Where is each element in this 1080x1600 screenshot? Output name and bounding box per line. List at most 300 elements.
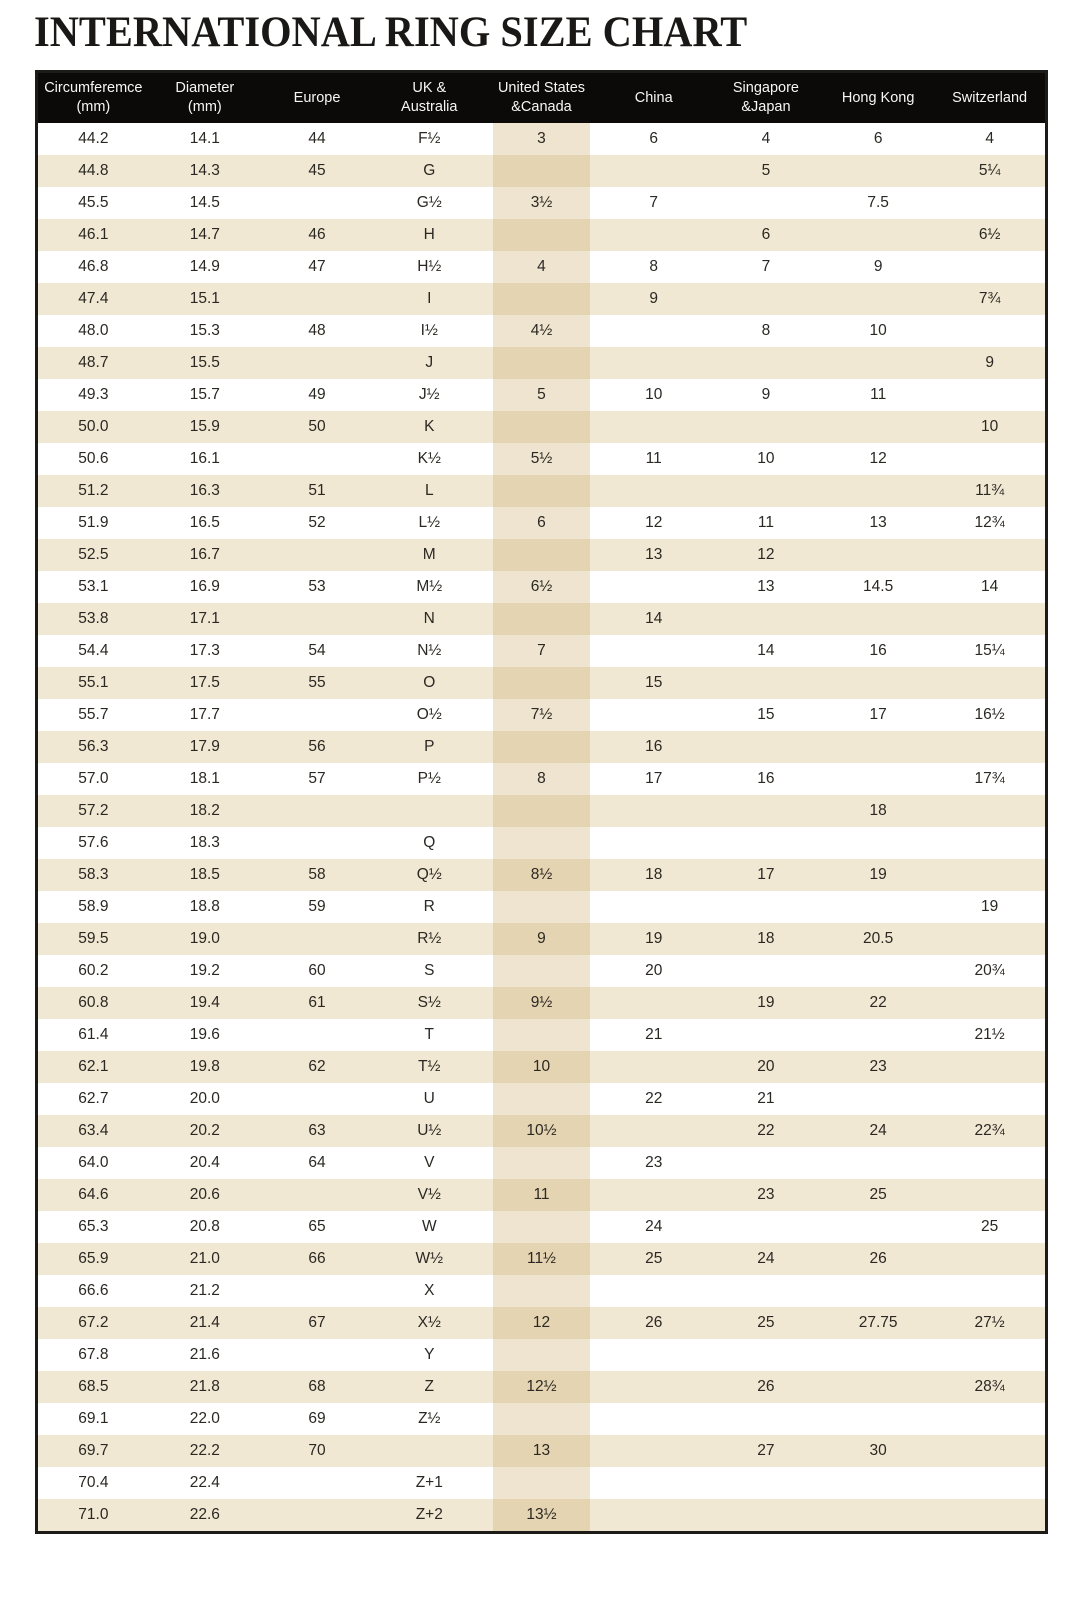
cell-singapore-japan	[710, 1211, 822, 1243]
cell-china	[598, 827, 710, 859]
table-row	[37, 891, 1047, 923]
cell-circumference: 67.2	[78, 1314, 109, 1331]
cell-us-canada	[485, 795, 597, 827]
cell-singapore-japan	[710, 1339, 822, 1371]
cell-us-canada	[485, 1211, 597, 1243]
cell-china	[598, 795, 710, 827]
cell-europe	[261, 347, 373, 379]
cell-china	[598, 1179, 710, 1211]
cell-diameter: 17.5	[189, 674, 220, 691]
cell-diameter: 18.2	[189, 802, 220, 819]
cell-hong-kong: 9	[873, 258, 883, 275]
cell-hong-kong	[822, 1499, 934, 1533]
cell-hong-kong: 11	[870, 386, 887, 403]
cell-uk-australia: H½	[417, 258, 442, 275]
cell-circumference: 62.1	[78, 1058, 109, 1075]
cell-uk-australia: L	[424, 482, 434, 499]
cell-singapore-japan	[710, 955, 822, 987]
cell-uk-australia: V½	[417, 1186, 441, 1203]
cell-europe: 47	[308, 258, 326, 275]
cell-europe: 48	[308, 322, 326, 339]
cell-hong-kong	[822, 155, 934, 187]
cell-hong-kong	[822, 1467, 934, 1499]
cell-europe	[261, 795, 373, 827]
cell-us-canada	[485, 219, 597, 251]
cell-switzerland	[934, 1083, 1046, 1115]
cell-circumference: 63.4	[78, 1122, 109, 1139]
cell-china	[598, 1467, 710, 1499]
cell-singapore-japan: 12	[757, 546, 775, 563]
cell-switzerland	[934, 827, 1046, 859]
cell-china: 18	[645, 866, 663, 883]
cell-us-canada	[485, 955, 597, 987]
cell-diameter: 15.9	[189, 418, 220, 435]
table-header	[37, 72, 1047, 124]
cell-diameter: 15.3	[189, 322, 220, 339]
cell-diameter: 17.1	[189, 610, 220, 627]
cell-circumference: 50.0	[78, 418, 109, 435]
cell-uk-australia: N½	[417, 642, 442, 659]
table-row	[37, 1019, 1047, 1051]
cell-circumference: 54.4	[78, 642, 109, 659]
cell-uk-australia: V	[424, 1154, 435, 1171]
cell-europe: 63	[308, 1122, 326, 1139]
page-title: INTERNATIONAL RING SIZE CHART	[34, 9, 748, 56]
table-row	[37, 763, 1047, 795]
table-row	[37, 539, 1047, 571]
cell-switzerland	[934, 859, 1046, 891]
cell-uk-australia: T½	[418, 1058, 441, 1075]
cell-switzerland: 12¾	[974, 514, 1005, 531]
cell-hong-kong	[822, 347, 934, 379]
cell-singapore-japan	[710, 475, 822, 507]
cell-us-canada: 11½	[485, 1243, 597, 1275]
table-row	[37, 1435, 1047, 1467]
cell-china	[598, 155, 710, 187]
cell-singapore-japan: 8	[761, 322, 771, 339]
cell-uk-australia	[373, 1435, 485, 1467]
cell-us-canada	[485, 283, 597, 315]
cell-uk-australia: Y	[424, 1346, 435, 1363]
cell-switzerland	[934, 379, 1046, 411]
table-row	[37, 187, 1047, 219]
cell-us-canada	[485, 1019, 597, 1051]
cell-hong-kong: 23	[869, 1058, 887, 1075]
cell-diameter: 21.4	[189, 1314, 220, 1331]
cell-hong-kong	[822, 1371, 934, 1403]
cell-singapore-japan	[710, 411, 822, 443]
cell-singapore-japan: 20	[757, 1058, 775, 1075]
cell-uk-australia: N	[423, 610, 435, 627]
cell-uk-australia: W½	[415, 1250, 444, 1267]
cell-singapore-japan: 18	[757, 930, 775, 947]
cell-europe: 66	[308, 1250, 326, 1267]
cell-circumference: 57.6	[78, 834, 109, 851]
cell-switzerland: 9	[985, 354, 994, 371]
cell-diameter: 18.1	[189, 770, 220, 787]
cell-switzerland: 15¼	[974, 642, 1005, 659]
cell-europe: 61	[308, 994, 326, 1011]
cell-hong-kong	[822, 1275, 934, 1307]
cell-singapore-japan: 11	[757, 514, 774, 531]
cell-circumference: 53.1	[78, 578, 109, 595]
cell-china: 19	[645, 930, 663, 947]
table-row	[37, 1403, 1047, 1435]
cell-switzerland: 7¾	[978, 290, 1001, 307]
cell-diameter: 16.9	[189, 578, 220, 595]
column-header-diameter: Diameter (mm)	[149, 72, 261, 124]
cell-switzerland	[934, 795, 1046, 827]
cell-circumference: 66.6	[78, 1282, 109, 1299]
table-row	[37, 795, 1047, 827]
cell-uk-australia: P	[424, 738, 435, 755]
cell-china: 22	[645, 1090, 663, 1107]
cell-singapore-japan: 19	[757, 994, 775, 1011]
table-row	[37, 1051, 1047, 1083]
cell-hong-kong: 6	[873, 130, 883, 147]
cell-hong-kong	[822, 1403, 934, 1435]
cell-europe	[261, 1499, 373, 1533]
cell-china	[598, 1339, 710, 1371]
cell-switzerland	[934, 731, 1046, 763]
cell-europe: 55	[308, 674, 326, 691]
cell-singapore-japan: 10	[757, 450, 775, 467]
cell-diameter: 18.8	[189, 898, 220, 915]
cell-hong-kong	[822, 731, 934, 763]
column-header-uk-australia: UK & Australia	[373, 72, 485, 124]
cell-circumference: 58.3	[78, 866, 109, 883]
cell-us-canada	[485, 475, 597, 507]
table-body	[37, 123, 1047, 1533]
table-row	[37, 955, 1047, 987]
cell-circumference: 61.4	[78, 1026, 109, 1043]
cell-diameter: 21.6	[189, 1346, 220, 1363]
cell-circumference: 62.7	[78, 1090, 109, 1107]
cell-circumference: 68.5	[78, 1378, 109, 1395]
cell-switzerland: 19	[981, 898, 999, 915]
table-row	[37, 347, 1047, 379]
cell-circumference: 69.1	[78, 1410, 109, 1427]
cell-circumference: 60.2	[78, 962, 109, 979]
cell-switzerland	[934, 1499, 1046, 1533]
cell-china	[598, 315, 710, 347]
table-row	[37, 635, 1047, 667]
table-row	[37, 1371, 1047, 1403]
cell-uk-australia: J½	[418, 386, 440, 403]
cell-us-canada: 10	[485, 1051, 597, 1083]
cell-uk-australia: S	[424, 962, 435, 979]
cell-singapore-japan	[710, 1019, 822, 1051]
table-row	[37, 315, 1047, 347]
cell-switzerland	[934, 1243, 1046, 1275]
cell-uk-australia: K½	[417, 450, 441, 467]
cell-europe: 44	[308, 130, 326, 147]
cell-diameter: 15.1	[189, 290, 220, 307]
cell-china: 24	[645, 1218, 663, 1235]
cell-switzerland	[934, 603, 1046, 635]
cell-singapore-japan	[710, 347, 822, 379]
table-row	[37, 1467, 1047, 1499]
cell-singapore-japan: 7	[761, 258, 771, 275]
cell-us-canada: 4½	[485, 315, 597, 347]
cell-us-canada: 9	[485, 923, 597, 955]
cell-switzerland	[934, 1339, 1046, 1371]
cell-china: 6	[649, 130, 659, 147]
cell-hong-kong: 26	[869, 1250, 887, 1267]
cell-switzerland	[934, 987, 1046, 1019]
cell-switzerland: 11¾	[975, 482, 1005, 499]
cell-hong-kong	[822, 283, 934, 315]
cell-uk-australia: H	[423, 226, 435, 243]
cell-uk-australia: U½	[417, 1122, 442, 1139]
cell-singapore-japan: 26	[757, 1378, 775, 1395]
table-row	[37, 667, 1047, 699]
cell-europe	[261, 923, 373, 955]
table-row	[37, 1307, 1047, 1339]
cell-us-canada: 12½	[485, 1371, 597, 1403]
cell-diameter: 19.8	[189, 1058, 220, 1075]
cell-singapore-japan: 14	[757, 642, 775, 659]
cell-singapore-japan: 17	[757, 866, 775, 883]
cell-hong-kong	[822, 475, 934, 507]
cell-uk-australia: M½	[416, 578, 443, 595]
cell-circumference: 49.3	[78, 386, 109, 403]
cell-hong-kong	[822, 1019, 934, 1051]
cell-singapore-japan	[710, 731, 822, 763]
cell-switzerland	[934, 923, 1046, 955]
cell-hong-kong: 24	[869, 1122, 887, 1139]
cell-china	[598, 1499, 710, 1533]
table-row	[37, 571, 1047, 603]
cell-circumference: 45.5	[78, 194, 109, 211]
cell-singapore-japan: 9	[761, 386, 771, 403]
cell-us-canada: 7	[485, 635, 597, 667]
cell-diameter: 15.5	[189, 354, 220, 371]
cell-hong-kong	[822, 603, 934, 635]
cell-europe	[261, 283, 373, 315]
cell-china: 14	[645, 610, 663, 627]
cell-circumference: 55.1	[78, 674, 109, 691]
cell-uk-australia: O	[423, 674, 436, 691]
cell-china	[598, 1275, 710, 1307]
cell-uk-australia: Z	[424, 1378, 434, 1395]
cell-hong-kong: 20.5	[863, 930, 894, 947]
cell-hong-kong: 12	[869, 450, 887, 467]
cell-circumference: 44.8	[78, 162, 109, 179]
table-row	[37, 219, 1047, 251]
cell-europe	[261, 539, 373, 571]
cell-diameter: 19.4	[189, 994, 220, 1011]
cell-switzerland: 20¾	[974, 962, 1005, 979]
cell-china: 16	[645, 738, 663, 755]
cell-singapore-japan: 23	[757, 1186, 775, 1203]
cell-china	[598, 1403, 710, 1435]
cell-us-canada	[485, 1083, 597, 1115]
cell-switzerland	[934, 443, 1046, 475]
cell-circumference: 51.2	[78, 482, 109, 499]
cell-switzerland	[934, 667, 1046, 699]
cell-diameter: 17.7	[189, 706, 220, 723]
cell-circumference: 65.3	[78, 1218, 109, 1235]
cell-diameter: 22.0	[189, 1410, 220, 1427]
cell-europe: 49	[308, 386, 326, 403]
cell-singapore-japan: 4	[761, 130, 771, 147]
cell-circumference: 51.9	[78, 514, 109, 531]
cell-us-canada	[485, 1339, 597, 1371]
cell-diameter: 16.3	[189, 482, 220, 499]
cell-diameter: 20.8	[189, 1218, 220, 1235]
cell-hong-kong: 7.5	[867, 194, 889, 211]
cell-us-canada	[485, 731, 597, 763]
table-row	[37, 411, 1047, 443]
cell-circumference: 65.9	[78, 1250, 109, 1267]
table-row	[37, 1211, 1047, 1243]
cell-circumference: 55.7	[78, 706, 109, 723]
cell-singapore-japan: 25	[757, 1314, 775, 1331]
cell-diameter: 14.3	[189, 162, 220, 179]
cell-china: 9	[649, 290, 659, 307]
column-header-singapore-japan: Singapore &Japan	[710, 72, 822, 124]
cell-switzerland	[934, 1467, 1046, 1499]
cell-switzerland: 16½	[974, 706, 1005, 723]
cell-singapore-japan: 6	[761, 226, 771, 243]
cell-singapore-japan: 21	[757, 1090, 775, 1107]
cell-circumference: 53.8	[78, 610, 109, 627]
cell-europe: 51	[308, 482, 326, 499]
cell-uk-australia: P½	[417, 770, 441, 787]
cell-circumference: 64.0	[78, 1154, 109, 1171]
cell-switzerland	[934, 1179, 1046, 1211]
cell-uk-australia: I½	[420, 322, 438, 339]
cell-switzerland: 27½	[974, 1314, 1005, 1331]
cell-singapore-japan	[710, 667, 822, 699]
cell-switzerland	[934, 1403, 1046, 1435]
cell-us-canada: 4	[485, 251, 597, 283]
cell-diameter: 16.5	[189, 514, 220, 531]
cell-us-canada: 3½	[485, 187, 597, 219]
cell-us-canada: 8	[485, 763, 597, 795]
column-header-europe: Europe	[261, 72, 373, 124]
cell-europe	[261, 443, 373, 475]
cell-switzerland: 6½	[978, 226, 1001, 243]
cell-us-canada	[485, 1275, 597, 1307]
column-header-switzerland: Switzerland	[934, 72, 1046, 124]
cell-china: 26	[645, 1314, 663, 1331]
cell-circumference: 46.1	[78, 226, 109, 243]
column-header-us-canada: United States &Canada	[485, 72, 597, 124]
table-row	[37, 1499, 1047, 1533]
cell-us-canada	[485, 891, 597, 923]
cell-us-canada	[485, 1403, 597, 1435]
cell-diameter: 19.2	[189, 962, 220, 979]
cell-circumference: 57.2	[78, 802, 109, 819]
cell-us-canada: 11	[485, 1179, 597, 1211]
cell-switzerland: 10	[981, 418, 999, 435]
cell-china: 17	[645, 770, 663, 787]
cell-europe: 60	[308, 962, 326, 979]
cell-hong-kong: 10	[869, 322, 887, 339]
cell-uk-australia: S½	[417, 994, 441, 1011]
cell-us-canada: 3	[485, 123, 597, 155]
cell-singapore-japan: 5	[761, 162, 771, 179]
table-row	[37, 443, 1047, 475]
cell-china: 23	[645, 1154, 663, 1171]
cell-circumference: 47.4	[78, 290, 109, 307]
cell-us-canada: 13½	[485, 1499, 597, 1533]
cell-china	[598, 571, 710, 603]
cell-uk-australia: R½	[417, 930, 442, 947]
cell-uk-australia	[373, 795, 485, 827]
cell-hong-kong	[822, 219, 934, 251]
cell-china	[598, 347, 710, 379]
cell-diameter: 14.9	[189, 258, 220, 275]
cell-circumference: 48.7	[78, 354, 109, 371]
cell-china	[598, 1051, 710, 1083]
cell-uk-australia: I	[427, 290, 432, 307]
cell-singapore-japan	[710, 603, 822, 635]
cell-uk-australia: Q	[423, 834, 436, 851]
cell-hong-kong	[822, 667, 934, 699]
cell-diameter: 14.7	[189, 226, 220, 243]
cell-diameter: 14.1	[189, 130, 220, 147]
cell-china: 25	[645, 1250, 663, 1267]
table-header-row	[37, 72, 1047, 124]
cell-us-canada	[485, 827, 597, 859]
cell-hong-kong: 14.5	[863, 578, 894, 595]
cell-us-canada: 10½	[485, 1115, 597, 1147]
cell-us-canada	[485, 539, 597, 571]
cell-us-canada: 8½	[485, 859, 597, 891]
cell-circumference: 59.5	[78, 930, 109, 947]
cell-us-canada	[485, 603, 597, 635]
cell-china: 12	[645, 514, 663, 531]
cell-switzerland	[934, 1147, 1046, 1179]
cell-europe: 62	[308, 1058, 326, 1075]
table-row	[37, 379, 1047, 411]
table-row	[37, 1339, 1047, 1371]
cell-diameter: 20.2	[189, 1122, 220, 1139]
cell-uk-australia: F½	[418, 130, 441, 147]
cell-uk-australia: T	[424, 1026, 434, 1043]
cell-singapore-japan	[710, 795, 822, 827]
column-header-circumference: Circumferemce (mm)	[37, 72, 149, 124]
cell-us-canada: 6	[485, 507, 597, 539]
cell-china: 13	[645, 546, 663, 563]
cell-hong-kong: 22	[869, 994, 887, 1011]
cell-diameter: 18.5	[189, 866, 220, 883]
cell-hong-kong	[822, 827, 934, 859]
cell-diameter: 19.6	[189, 1026, 220, 1043]
cell-hong-kong	[822, 891, 934, 923]
cell-europe	[261, 699, 373, 731]
cell-hong-kong	[822, 1339, 934, 1371]
table-row	[37, 1115, 1047, 1147]
table-row	[37, 507, 1047, 539]
cell-us-canada: 9½	[485, 987, 597, 1019]
cell-hong-kong: 19	[869, 866, 887, 883]
cell-diameter: 21.2	[189, 1282, 220, 1299]
cell-singapore-japan	[710, 1275, 822, 1307]
cell-europe: 45	[308, 162, 326, 179]
cell-singapore-japan: 24	[757, 1250, 775, 1267]
cell-circumference: 69.7	[78, 1442, 109, 1459]
cell-circumference: 60.8	[78, 994, 109, 1011]
cell-switzerland: 4	[985, 130, 994, 147]
table-row	[37, 283, 1047, 315]
table-row	[37, 731, 1047, 763]
cell-singapore-japan	[710, 1467, 822, 1499]
cell-singapore-japan: 13	[757, 578, 775, 595]
